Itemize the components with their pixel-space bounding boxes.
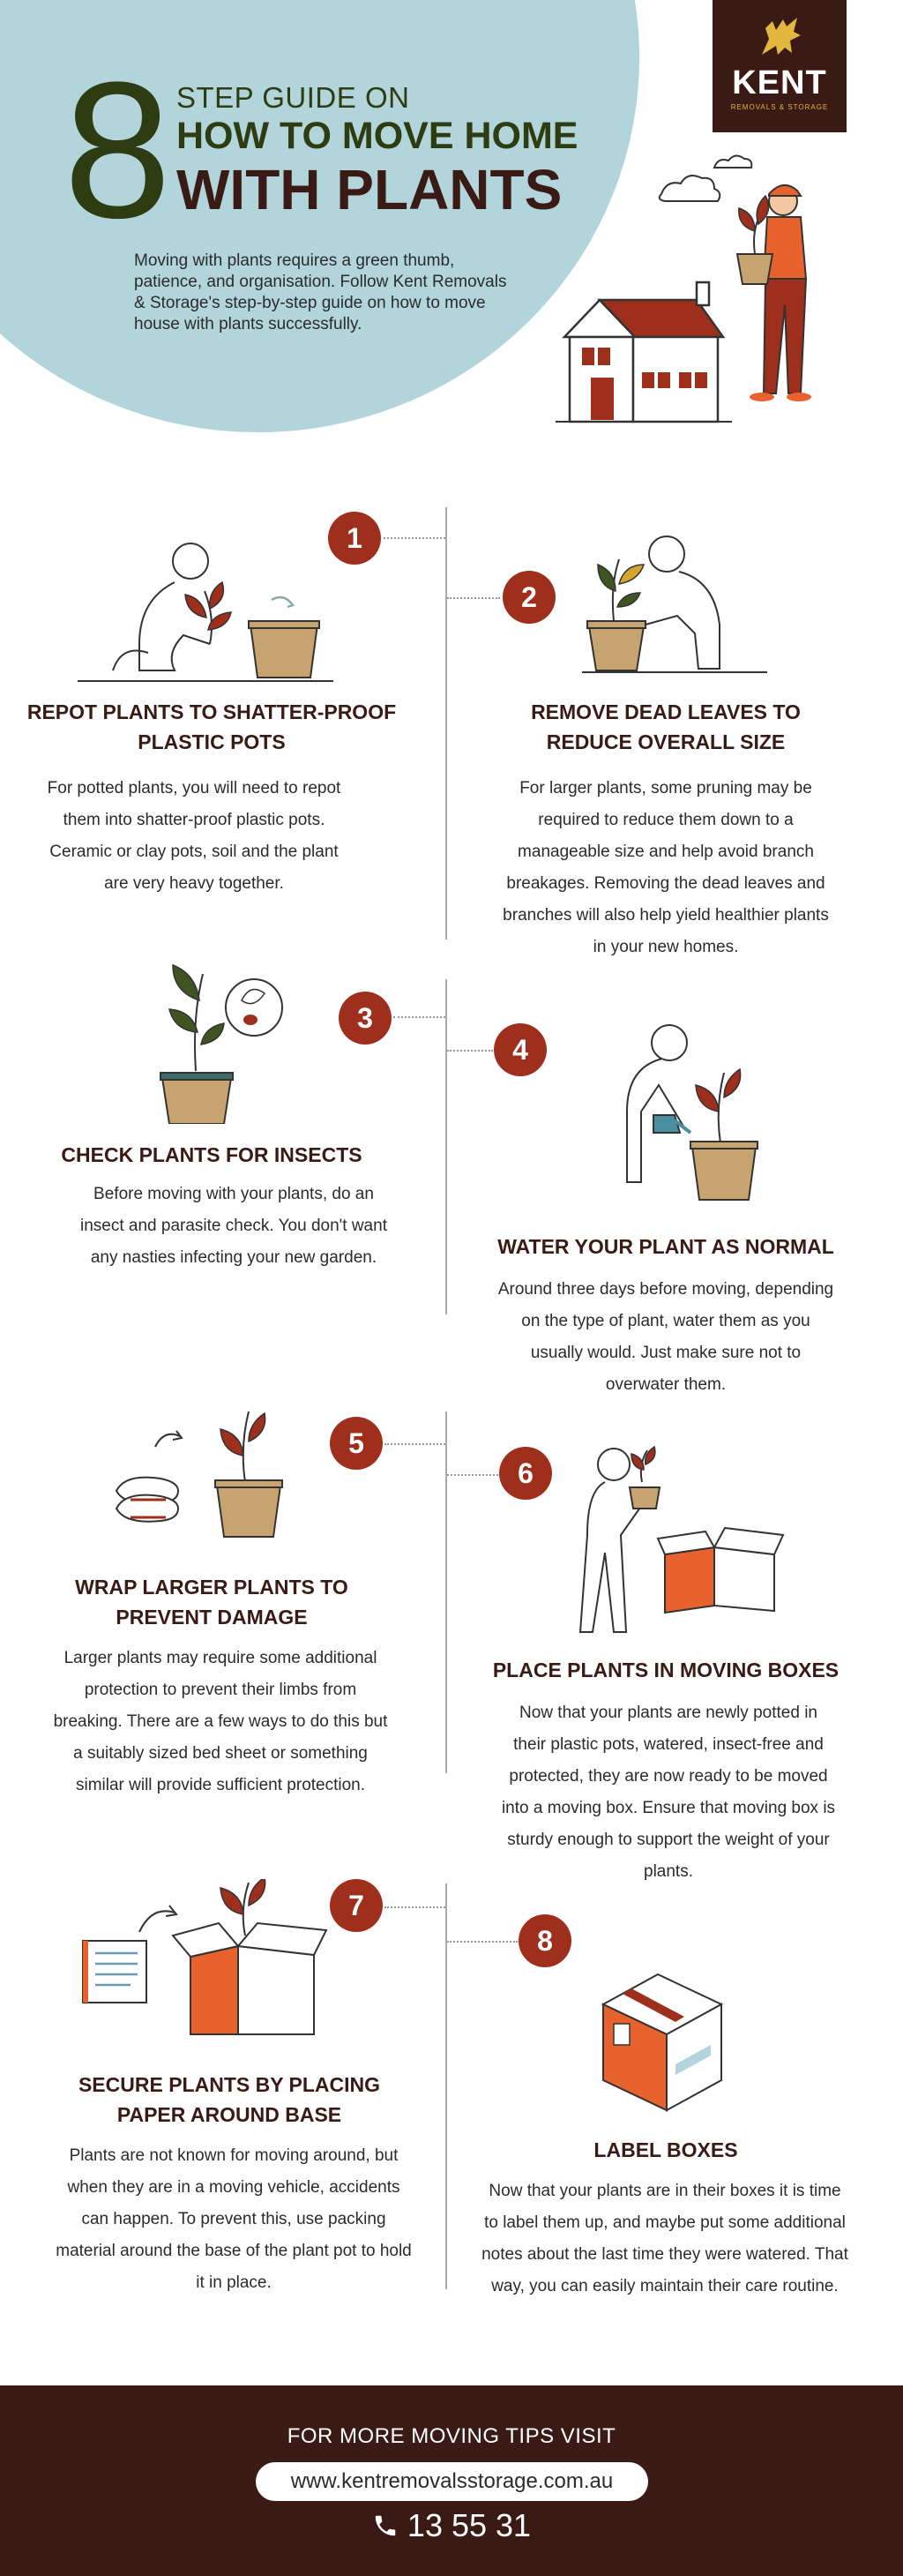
step-2-title: REMOVE DEAD LEAVES TO REDUCE OVERALL SIZE [531,700,801,753]
step-7-body: Plants are not known for moving around, but when they are in a moving vehicle, accidents can happen. To prevent this, use packing material around the base of the plant pot to hold it in place. [56,2146,412,2292]
timeline-divider-4 [445,1883,447,2289]
box-packing-illustration [573,1443,785,1637]
step-3-title: CHECK PLANTS FOR INSECTS [61,1143,362,1166]
step-6-body: Now that your plants are newly potted in their plastic pots, watered, insect-free and protected, they are now ready to be moved into a moving box. Ensure that moving box is sturdy enough to support the weight of your plants. [501,1704,836,1881]
step-5-badge: 5 [330,1417,383,1470]
connector-7 [384,1906,445,1908]
repot-illustration [78,538,333,684]
step-7-title: SECURE PLANTS BY PLACING PAPER AROUND BASE [78,2073,381,2126]
connector-3 [393,1016,445,1018]
phone-icon [372,2512,399,2539]
connector-6 [447,1474,498,1476]
footer-tip: FOR MORE MOVING TIPS VISIT [287,2424,616,2448]
step-1-title: REPOT PLANTS TO SHATTER-PROOF PLASTIC POTS [26,700,397,753]
title-line-2: HOW TO MOVE HOME [176,115,578,157]
step-7-badge: 7 [330,1879,383,1932]
connector-2 [447,597,500,599]
hero-house-illustration [547,132,882,450]
step-8-body: Now that your plants are in their boxes it is time to label them up, and maybe put some additional notes about the last time they were watered. That way, you can easily maintain their care routine. [481,2182,848,2295]
phone-link[interactable] [0,2507,903,2544]
kent-logo[interactable]: KENT REMOVALS & STORAGE [713,0,847,132]
connector-4 [447,1050,493,1052]
insect-check-illustration [157,947,289,1124]
hero-number: 8 [63,41,172,258]
timeline-divider-3 [445,1412,447,1773]
timeline-divider-2 [445,979,447,1314]
phone-number: 13 55 31 [407,2507,532,2543]
step-3-badge: 3 [339,992,392,1045]
step-8-badge: 8 [519,1914,571,1967]
connector-8 [447,1941,518,1943]
step-3-body: Before moving with your plants, do an insect and parasite check. You don't want any nasties infecting your new garden. [80,1185,387,1267]
step-6-badge: 6 [499,1447,552,1500]
title-line-1: STEP GUIDE ON [176,81,410,114]
pruning-illustration [582,529,776,675]
step-6-title: PLACE PLANTS IN MOVING BOXES [492,1659,840,1681]
griffin-icon [753,12,806,62]
step-4-title: WATER YOUR PLANT AS NORMAL [497,1235,834,1258]
watering-illustration [578,1023,789,1209]
title-line-3: WITH PLANTS [176,158,563,221]
step-5-title: WRAP LARGER PLANTS TO PREVENT DAMAGE [75,1576,348,1629]
step-4-body: Around three days before moving, depending on the type of plant, water them as you usually would. Just make sure not to overwater them. [497,1280,834,1394]
timeline-divider-1 [445,507,447,940]
step-5-body: Larger plants may require some additional protection to prevent their limbs from breaking. There are a few ways to do this but a suitably sized bed sheet or something similar will provide sufficient protection. [53,1649,388,1794]
step-4-badge: 4 [494,1023,547,1076]
step-2-badge: 2 [503,571,556,624]
website-link[interactable]: www.kentremovalsstorage.com.au [256,2462,648,2501]
step-1-badge: 1 [328,512,381,565]
hero-intro: Moving with plants requires a green thumb, patience, and organisation. Follow Kent Removals & Storage's step-by-step guide on how to move house with plants successfully. [134,251,507,333]
step-1-body: For potted plants, you will need to repot them into shatter-proof plastic pots. Ceramic or clay pots, soil and the plant are very heavy together. [47,779,341,893]
connector-5 [384,1443,445,1445]
paper-packing-illustration [78,1879,333,2042]
connector-1 [379,537,445,539]
step-8-title: LABEL BOXES [593,2138,738,2161]
labelled-box-illustration [596,1967,728,2113]
wrap-plant-illustration [113,1394,289,1539]
step-2-body: For larger plants, some pruning may be required to reduce them down to a manageable size and help avoid branch breakages. Removing the dead leaves and branches will also help yield healthier plants in your new homes. [503,779,829,956]
